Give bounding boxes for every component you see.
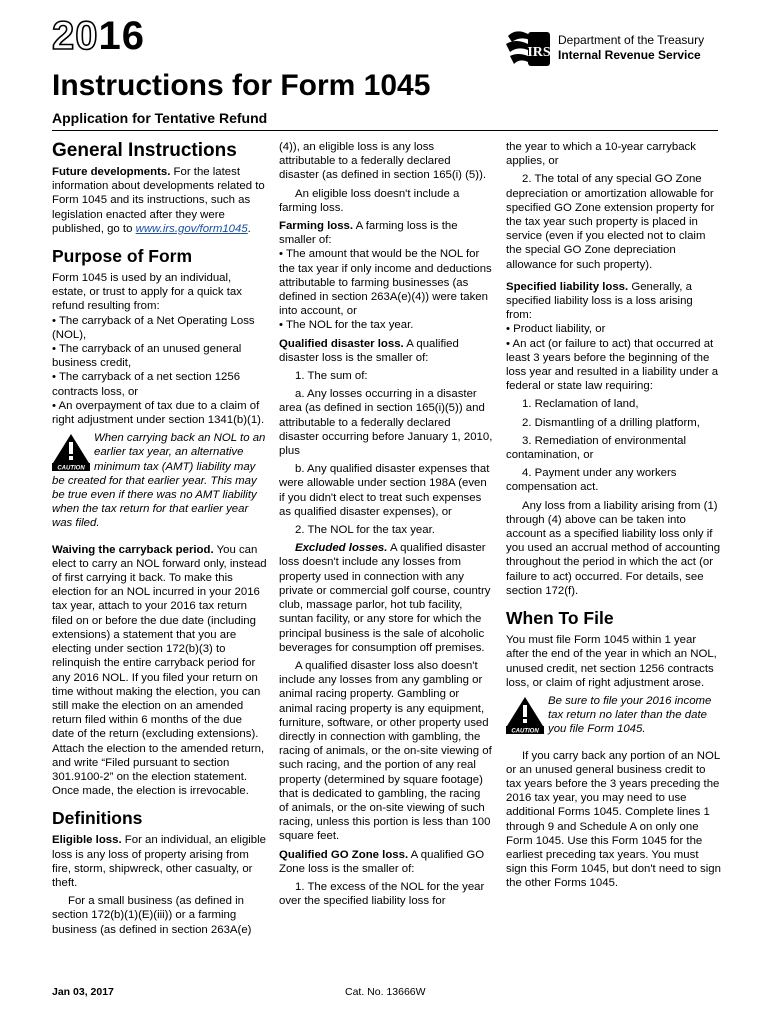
caution-icon bbox=[506, 696, 544, 734]
list-item: • The carryback of a net section 1256 contracts loss, or bbox=[52, 371, 241, 398]
purpose-text: Form 1045 is used by an individual, estate, or trust to apply for a quick tax refund resulting from: bbox=[52, 272, 242, 313]
agency-block bbox=[558, 33, 704, 63]
carry-back-para: If you carry back any portion of an NOL or an unused general business credit to tax years before the 3 years preceding the 2016 tax year, you may need to use additional Forms 1045. Complete lines 1 through 9 and Schedule A on only one Form 1045. Use this Form 1045 for the earliest preceding tax years. You must sign this Form 1045, but don't need to sign the other Forms 1045. bbox=[506, 749, 721, 890]
footer-cat-no: Cat. No. 13666W bbox=[345, 986, 426, 998]
column-3 bbox=[506, 140, 721, 895]
eligible-loss-cont: (4)), an eligible loss is any loss attributable to a federally declared disaster (as defined in section 165(i) (5)). bbox=[279, 141, 487, 182]
when-to-file-text: You must file Form 1045 within 1 year after the end of the year in which an NOL, unused credit, net section 1256 contracts loss, or claim of right adjustment arose. bbox=[506, 634, 717, 689]
specified-liability-loss: Specified liability loss. Generally, a specified liability loss is a loss arising from: bbox=[506, 280, 693, 322]
caution-note-amt: CAUTION When carrying back an NOL to an earlier tax year, an alternative minimum tax (AMT) liability may be created for that earlier year. This may be true even if there was no AMT liability when the tax return for that earlier year was filed. bbox=[52, 432, 266, 530]
list-item: 4. Payment under any workers compensation act. bbox=[506, 467, 677, 494]
list-item: 2. The NOL for the tax year. bbox=[295, 524, 435, 537]
caution-icon bbox=[52, 433, 90, 471]
caution-note-file: CAUTION Be sure to file your 2016 income tax return no later than the date you file Form 1045. bbox=[506, 694, 721, 737]
list-item: • The carryback of a Net Operating Loss (NOL), bbox=[52, 314, 255, 341]
list-item: a. Any losses occurring in a disaster area (as defined in section 165(i)(5)) and attributable to a federally declared disaster occurring before January 1, 2010, plus bbox=[279, 388, 493, 458]
column-2 bbox=[279, 140, 493, 912]
list-item: 1. The sum of: bbox=[295, 370, 368, 383]
eligible-loss: Eligible loss. For an individual, an eligible loss is any loss of property arising from fire, storm, shipwreck, other casualty, or theft. bbox=[52, 834, 267, 889]
list-item: b. Any qualified disaster expenses that were allowable under section 198A (even if you didn't elect to treat such expenses as qualified disaster expenses), or bbox=[279, 463, 490, 518]
agency-dept: Department of the Treasury bbox=[558, 33, 705, 47]
footer-date: Jan 03, 2017 bbox=[52, 986, 114, 998]
list-item: 2. Dismantling of a drilling platform, bbox=[522, 416, 700, 429]
list-item: 3. Remediation of environmental contamination, or bbox=[506, 434, 686, 462]
list-item: • The carryback of an unused general business credit, bbox=[52, 343, 242, 370]
header-rule bbox=[52, 130, 718, 131]
irs-eagle-logo-icon bbox=[506, 26, 554, 70]
svg-text:CAUTION: CAUTION bbox=[57, 465, 85, 472]
go-zone-loss: Qualified GO Zone loss. A qualified GO Zone loss is the smaller of: bbox=[279, 848, 485, 875]
svg-text:CAUTION: CAUTION bbox=[511, 728, 539, 734]
list-item: 1. Reclamation of land, bbox=[522, 398, 639, 411]
list-item: • The NOL for the tax year. bbox=[279, 319, 414, 332]
section-heading-general: General Instructions bbox=[52, 140, 237, 161]
list-item: • An overpayment of tax due to a claim of right adjustment under section 1341(b)(1). bbox=[52, 399, 265, 427]
go-zone-cont: the year to which a 10-year carryback applies, or bbox=[506, 141, 696, 168]
svg-text:IRS: IRS bbox=[527, 45, 551, 60]
tax-year: 2016 bbox=[52, 14, 145, 58]
qualified-disaster-loss: Qualified disaster loss. A qualified disaster loss is the smaller of: bbox=[279, 337, 459, 364]
agency-irs: Internal Revenue Service bbox=[558, 48, 701, 62]
future-developments: Future developments. For the latest information about developments related to Form 1045 and its instructions, such as legislation enacted after they were published, go to www.irs.gov/form1045. bbox=[52, 166, 265, 235]
section-heading-purpose: Purpose of Form bbox=[52, 246, 193, 267]
page-title: Instructions for Form 1045 bbox=[52, 69, 431, 102]
list-item: 2. The total of any special GO Zone depreciation or amortization allowable for specified GO Zone extension property for the tax year such property is placed in service (even if you elected not to claim the special GO Zone depreciation allowance for such property). bbox=[506, 173, 715, 271]
list-item: • The amount that would be the NOL for the tax year if only income and deductions attributable to farming businesses (as defined in section 263A(e)(4)) were taken into account, or bbox=[279, 248, 492, 318]
not-farming: An eligible loss doesn't include a farming loss. bbox=[279, 187, 460, 214]
list-item: • An act (or failure to act) that occurred at least 3 years before the beginning of the loss year and resulted in a liability under a federal or state law requiring: bbox=[506, 337, 719, 393]
column-1 bbox=[52, 140, 267, 941]
waiving-carryback: Waiving the carryback period. You can elect to carry an NOL forward only, instead of first carrying it back. To make this election for an NOL incurred in your 2016 tax year, attach to your 2016 tax return filed on or before the due date (including extensions) a statement that you are electing under section 172(b)(3) to relinquish the entire carryback period for any 2016 NOL. If you filed your return on time without making the election, you can still make the election on an amended return filed within 6 months of the due date of the return (excluding extensions). Attach the election to the amended return, and write “Filed pursuant to section 301.9100-2” on the election statement. Once made, the election is irrevocable. bbox=[52, 543, 267, 798]
gambling-para: A qualified disaster loss also doesn't include any losses from any gambling or animal racing property. Gambling or animal racing property is any equipment, furniture, software, or other property used directly in connection with gambling, the racing of animals, or the on-site viewing of such racing, and the portion of any real property (determined by square footage) that is dedicated to gambling, the racing of animals, or the on-site viewing of such racing, unless this portion is less than 100 square feet. bbox=[279, 659, 492, 843]
any-loss-para: Any loss from a liability arising from (1) through (4) above can be taken into account as a specified liability loss only if you used an accrual method of accounting throughout the period in which the act (or failure to act) occurred. For details, see section 172(f). bbox=[506, 499, 721, 597]
excluded-losses: Excluded losses. A qualified disaster loss doesn't include any losses from property used in connection with any private or commercial golf course, country club, massage parlor, hot tub facility, suntan facility, or any store for which the principal business is the sale of alcoholic beverages for consumption off premises. bbox=[279, 542, 491, 654]
section-heading-when: When To File bbox=[506, 608, 614, 629]
farming-loss: Farming loss. A farming loss is the smaller of: bbox=[279, 220, 458, 247]
section-heading-definitions: Definitions bbox=[52, 808, 143, 829]
page-subtitle: Application for Tentative Refund bbox=[52, 110, 268, 126]
small-business-para: For a small business (as defined in section 172(b)(1)(E)(iii)) or a farming business (as defined in section 263A(e) bbox=[52, 895, 252, 936]
list-item: • Product liability, or bbox=[506, 323, 606, 336]
irs-form-link[interactable]: www.irs.gov/form1045 bbox=[135, 222, 248, 235]
list-item: 1. The excess of the NOL for the year over the specified liability loss for bbox=[279, 880, 485, 908]
